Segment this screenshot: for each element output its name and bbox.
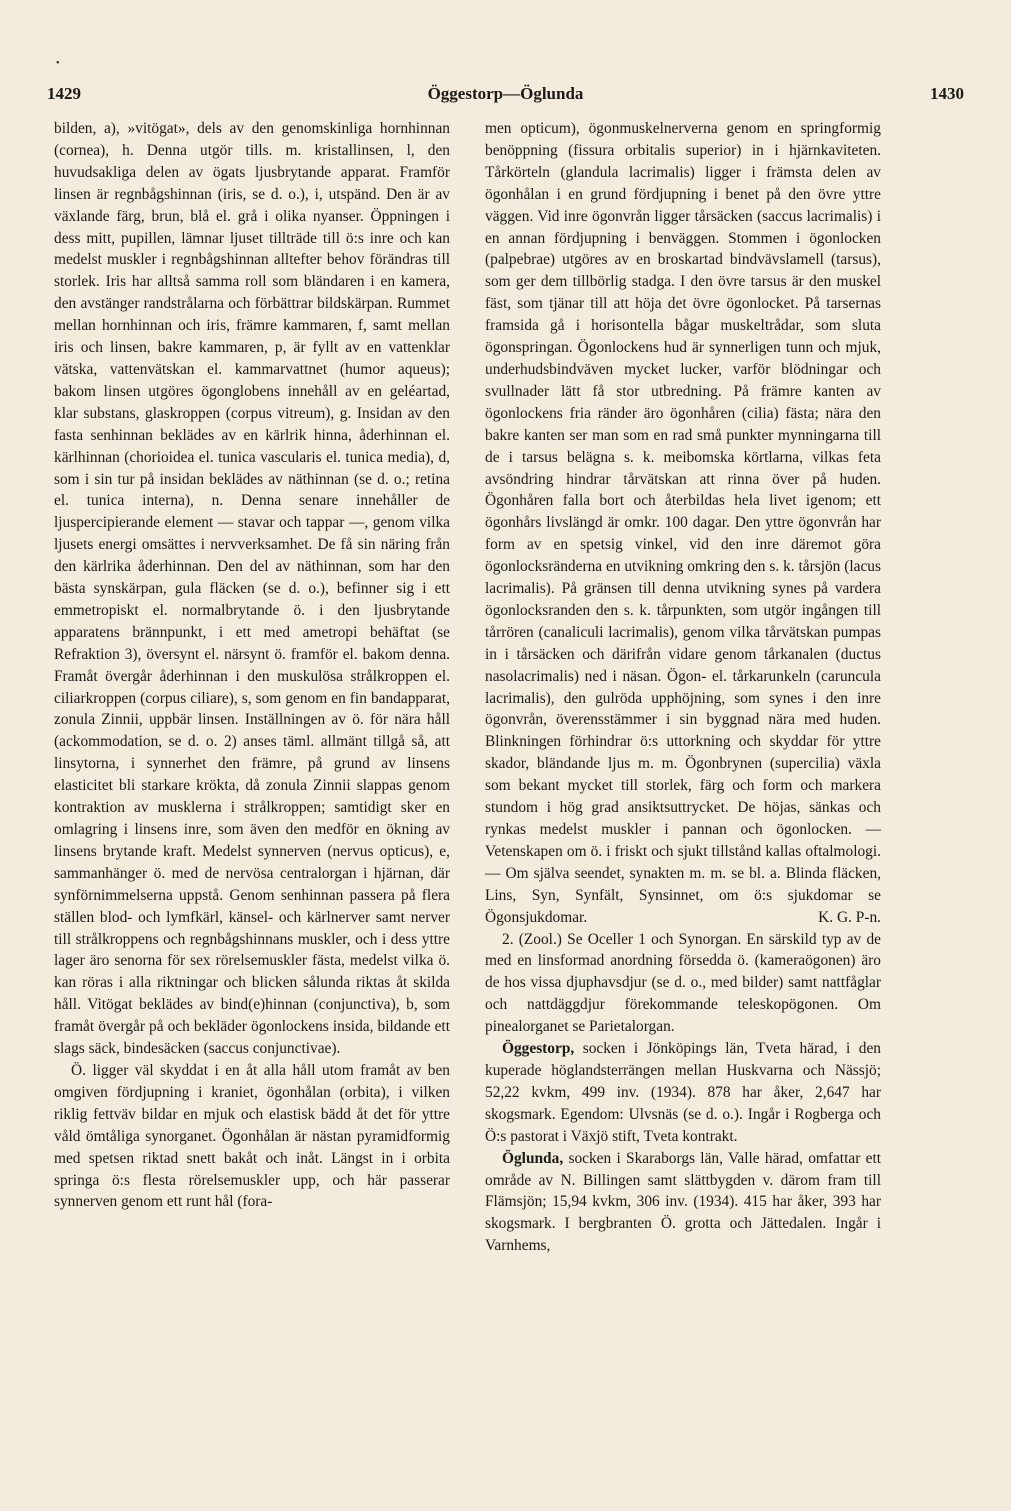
- entry-text: socken i Jönköpings län, Tveta härad, i den kuperade höglandsterrängen mellan Huskvarna och Nässjö; 52,22 kvkm, 499 inv. (1934). 878 har åker, 2,647 har skogsmark. Egendom: Ulvsnäs (se d. o.). Ingår i Rogberga och Ö:s pastorat i Växjö stift, Tveta kontrakt.: [485, 1040, 881, 1145]
- running-header: [47, 84, 964, 110]
- entry-text: socken i Skaraborgs län, Valle härad, omfattar ett område av N. Billingen samt slättbygden v. därom fram till Flämsjön; 15,94 kvkm, 306 inv. (1934). 415 har åker, 393 har skogsmark. I bergbranten Ö. grotta och Jättedalen. Ingår i Varnhems,: [485, 1149, 881, 1255]
- entry-oggestorp: [485, 1038, 881, 1148]
- margin-mark: •: [56, 58, 60, 69]
- page-number-left: 1429: [47, 84, 81, 103]
- entry-oglunda: [485, 1148, 881, 1258]
- page-number-right: 1430: [930, 84, 964, 103]
- author-signature: K. G. P-n.: [818, 908, 881, 926]
- header-title: Öggestorp—Öglunda: [427, 84, 584, 103]
- paragraph: [485, 118, 881, 929]
- paragraph: Ö. ligger väl skyddat i en åt alla håll utom framåt av ben omgiven fördjupning i kraniet, ögonhålan (orbita), i vilken riklig fettväv bildar en mjuk och elastisk bädd åt det för yttre våld ömtåliga synorganet. Ögonhålan är nästan pyramidformig med spetsen riktad snett bakåt och inåt. Längst in i orbita springa ö:s flesta rörelsemuskler upp, och här passerar synnerven genom ett runt hål (fora-: [54, 1061, 450, 1211]
- paragraph: bilden, a), »vitögat», dels av den genomskinliga hornhinnan (cornea), h. Denna utgör tills. m. kristallinsen, l, den huvudsakliga delen av ögats ljusbrytande apparat. Framför linsen är regnbågshinnan (iris, se d. o.), i, utspänd. Den är av växlande färg, brun, blå el. grå i olika nyanser. Öppningen i dess mitt, pupillen, lämnar ljuset tillträde till ö:s inre och kan medelst muskler i regnbågshinnan alltefter behov förändras till storlek. Iris har alltså samma roll som bländaren i en kamera, den avstänger randstrålarna och förbättrar bildskärpan. Rummet mellan hornhinnan och iris, främre kammaren, f, samt mellan iris och linsen, bakre kammaren, p, är fyllt av en vattenklar vätska, vattenvätskan el. kammarvattnet (humor aqueus); bakom linsen utgöres ögonglobens innehåll av en geléartad, klar substans, glaskroppen (corpus vitreum), g. Insidan av den fasta senhinnan beklädes av en kärlrik hinna, åderhinnan el. kärlhinnan (chorioidea el. tunica vascularis el. tunica media), d, som i sin tur på insidan beklädes av näthinnan (se d. o.; retina el. tunica interna), n. Denna senare innehåller de ljuspercipierande element — stavar och tappar —, genom vilka ljusets energi omsättes i nervverksamhet. De få sin näring från den kärlrika åderhinnan. Den del av näthinnan, som har den bästa synskärpan, gula fläcken (se d. o.), befinner sig i ett emmetropiskt el. normalbrytande ö. i den ljusbrytande apparatens brännpunkt, i ett med ametropi behäftat (se Refraktion 3), översynt el. närsynt ö. framför el. bakom denna. Framåt övergår åderhinnan i den muskulösa strålkroppen el. ciliarkroppen (corpus ciliare), s, som genom en fin bandapparat, zonula Zinnii, uppbär linsen. Inställningen av ö. för nära håll (ackommodation, se d. o. 2) anses täml. allmänt tillgå så, att linsytorna, i synnerhet den främre, på grund av linsens elasticitet bli starkare krökta, då zonula Zinnii slappas genom kontraktion av musklerna i strålkroppen; samtidigt sker en omlagring i linsens inre, som även den medför en ökning av linsens brytande kraft. Medelst synnerven (nervus opticus), e, sammanhänger ö. med de nervösa centralorgan i hjärnan, där synförnimmelserna uppstå. Genom senhinnan passera på flera ställen blod- och lymfkärl, känsel- och kärlnerver samt nerver till strålkroppens och regnbågshinnans muskler, och i dess yttre lager äro senorna för sex rörelsemuskler fästa, medelst vilka ö. kan röras i alla riktningar och blicken sålunda riktas åt skilda håll. Vitögat beklädes av bind(e)hinnan (conjunctiva), b, som framåt övergår på och bekläder ögonlockens insida, bildande ett slags säck, bindesäcken (saccus conjunctivae).: [54, 120, 450, 1058]
- left-column: [54, 118, 450, 1213]
- headword: Öggestorp,: [502, 1040, 575, 1058]
- paragraph: 2. (Zool.) Se Oceller 1 och Synorgan. En särskild typ av de med en linsformad anordning försedda ö. (kameraögonen) äro de hos vissa djuphavsdjur (se d. o., med bilder) samt nattfåglar och nattdäggdjur förekommande teleskopögonen. Om pinealorganet se Parietalorgan.: [485, 930, 881, 1036]
- headword: Öglunda,: [502, 1149, 564, 1167]
- right-column: [485, 118, 881, 1257]
- paragraph-text: men opticum), ögonmuskelnerverna genom en springformig benöppning (fissura orbitalis superior) in i hjärnkaviteten. Tårkörteln (glandula lacrimalis) ligger i främsta delen av ögonhålan i en grund fördjupning i benet på den övre yttre väggen. Vid inre ögonvrån ligger tårsäcken (saccus lacrimalis) i en annan fördjupning i benväggen. Stommen i ögonlocken (palpebrae) utgöres av en broskartad bindvävslamell (tarsus), som ger dem tillbörlig stadga. I den övre tarsus är den muskel fäst, som tjänar till att höja det övre ögonlocket. På tarsernas framsida gå i horisontella bågar muskeltrådar, som sluta ögonspringan. Ögonlockens hud är synnerligen tunn och mjuk, underhudsbindväven mycket lucker, varför blödningar och svullnader lätt få stor utbredning. På främre kanten av ögonlockens fria ränder äro ögonhåren (cilia) fästa; nära den bakre kanten ser man som en rad små punkter mynningarna till de i tarsus belägna s. k. meibomska körtlarna, vilkas feta avsöndring hindrar tårvätskan att rinna över på huden. Ögonhåren falla bort och återbildas hela livet igenom; ett ögonhårs livslängd är omkr. 100 dagar. Den yttre ögonvrån har form av en spetsig vinkel, vid den inre däremot göra ögonlocksränderna en utvikning omkring den s. k. tårsjön (lacus lacrimalis). På gränsen till denna utvikning synes på vardera ögonlocksranden den s. k. tårpunkten, som utgör ingången till tårrören (canaliculi lacrimalis), genom vilka tårvätskan pumpas in i tårsäcken och därifrån vidare genom tårkanalen (ductus nasolacrimalis) ned i näsan. Ögon- el. tårkarunkeln (caruncula lacrimalis), den gulröda upphöjning, som synes i den inre ögonvrån, överensstämmer i sin byggnad nära med huden. Blinkningen förhindrar ö:s uttorkning och skyddar för yttre skador, bländande ljus m. m. Ögonbrynen (supercilia) växla som bekant mycket till storlek, färg och form och markera stundom i hög grad ansiktsuttrycket. De höjas, sänkas och rynkas medelst muskler i pannan och ögonlocken. — Vetenskapen om ö. i friskt och sjukt tillstånd kallas oftalmologi. — Om själva seendet, synakten m. m. se bl. a. Blinda fläcken, Lins, Syn, Synfält, Synsinnet, om ö:s sjukdomar se Ögonsjukdomar.: [485, 120, 881, 926]
